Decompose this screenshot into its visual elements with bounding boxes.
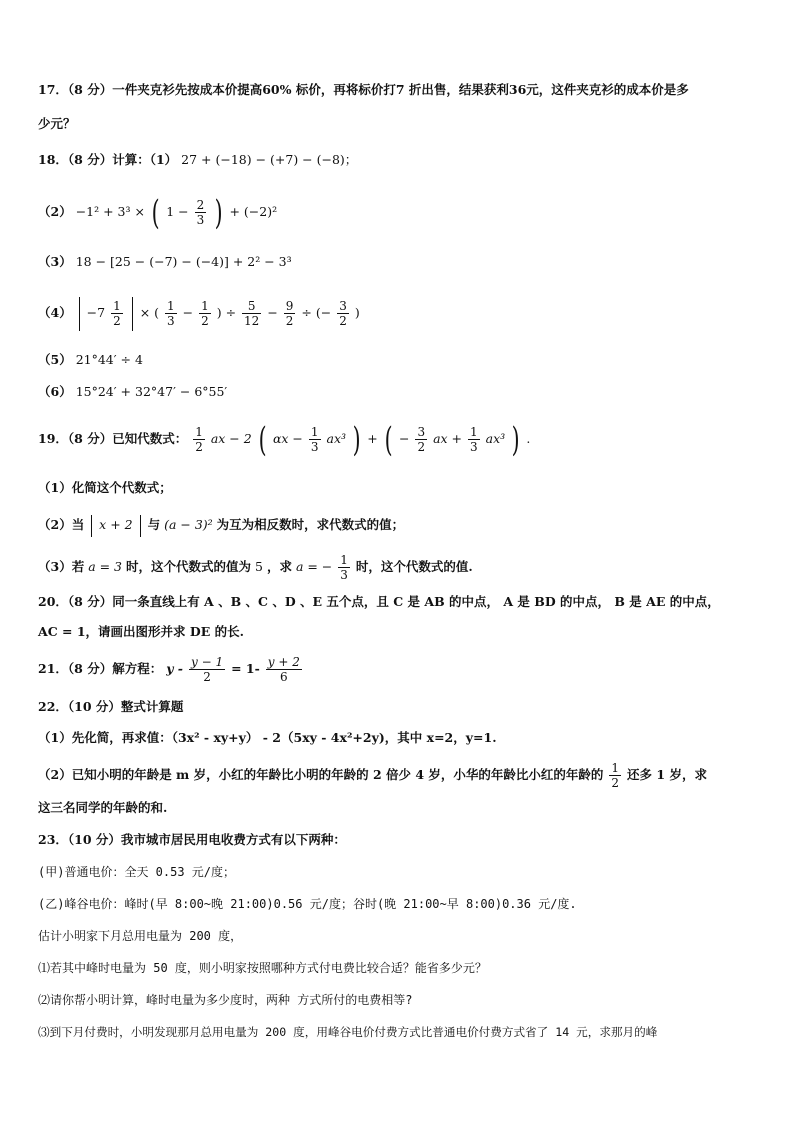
q21-a: y - xyxy=(166,661,183,676)
frac-den: 3 xyxy=(470,440,478,454)
q19-s3 xyxy=(38,548,764,586)
q18-p5 xyxy=(38,350,764,370)
q18-p4-frac1 xyxy=(111,299,123,328)
abs-bar-icon xyxy=(132,297,133,331)
q19-s2d: (a − 3)² xyxy=(164,517,213,532)
frac-den: 2 xyxy=(203,670,211,684)
q19-s3f: a = − xyxy=(295,559,333,574)
q18-head xyxy=(38,150,764,170)
q18-p4-frac4 xyxy=(242,299,261,328)
q18-p2 xyxy=(38,193,764,231)
frac-num: 2 xyxy=(196,198,205,212)
q18-p4-frac5 xyxy=(284,299,296,328)
q18-p6-expr: 15°24′ + 32°47′ − 6°55′ xyxy=(75,384,228,399)
abs-bar-icon xyxy=(140,515,141,537)
frac-den: 3 xyxy=(196,213,205,227)
q18-p3-expr: 18 − [25 − (−7) − (−4)] + 2² − 3³ xyxy=(75,254,292,269)
frac-num: 3 xyxy=(339,299,347,313)
q17-line2: 少元？ xyxy=(38,116,76,131)
q18-p4-frac3 xyxy=(199,299,211,328)
q18-p5-expr: 21°44′ ÷ 4 xyxy=(75,352,143,367)
frac-num: 1 xyxy=(167,299,175,313)
q19-e2b: ax³ xyxy=(326,431,347,446)
q22-s2c: 这三名同学的年龄的和. xyxy=(38,800,168,815)
q19-s3d: 5 xyxy=(255,559,263,574)
q19-s3b: a = 3 xyxy=(88,559,123,574)
frac-num: 1 xyxy=(470,425,478,439)
q18-p5-label: （5） xyxy=(38,352,72,367)
q18-p2-a: −1² + 3³ × xyxy=(75,204,145,219)
frac-den: 2 xyxy=(113,314,121,328)
q21-title: 21．（8 分）解方程： xyxy=(38,661,163,676)
frac-num: 1 xyxy=(195,425,203,439)
q19-end: . xyxy=(526,431,531,446)
abs-bar-icon xyxy=(79,297,80,331)
q20-line1: 20．（8 分）同一条直线上有 A 、B 、C 、D 、E 五个点，且 C 是 AB 的中点， A 是 BD 的中点， B 是 AE 的中点， xyxy=(38,594,720,609)
q19-frac1 xyxy=(193,425,205,454)
q19-s3g: 时，这个代数式的值. xyxy=(355,559,473,574)
q23-head: 23．（10 分）我市城市居民用电收费方式有以下两种： xyxy=(38,832,346,847)
right-paren-icon: ) xyxy=(214,192,223,233)
frac-den: 2 xyxy=(611,776,620,790)
q19-e3c: ax + xyxy=(433,431,463,446)
abs-bar-icon xyxy=(91,515,92,537)
q18-p2-c: + (−2)² xyxy=(229,204,278,219)
q19-s3-frac xyxy=(338,553,350,582)
q18-p4-c: − xyxy=(182,305,194,320)
q21-frac1 xyxy=(189,655,225,684)
q22-s1: （1）先化简，再求值：（3x² - xy+y） - 2（5xy - 4x²+2y)，其中 x=2，y=1. xyxy=(38,730,497,745)
frac-den: 3 xyxy=(340,568,348,582)
frac-den: 3 xyxy=(310,440,319,454)
q18-p2-label: （2） xyxy=(38,204,72,219)
frac-den: 2 xyxy=(339,314,347,328)
q19-s2e: 为互为相反数时，求代数式的值； xyxy=(216,517,405,532)
q22-s2-frac xyxy=(609,761,621,790)
q19-s3a: （3）若 xyxy=(38,559,85,574)
frac-num: y + 2 xyxy=(267,655,300,669)
q19-frac3 xyxy=(415,425,427,454)
q18-p4-a: −7 xyxy=(86,305,106,320)
q18-p3-label: （3） xyxy=(38,254,72,269)
q22-s2 xyxy=(38,756,764,794)
q23-s3: ⑶到下月付费时，小明发现那月总用电量为 200 度，用峰谷电价付费方式比普通电价付费方式省了 14 元，求那月的峰 xyxy=(38,1025,658,1039)
q21-frac2 xyxy=(266,655,302,684)
frac-den: 2 xyxy=(195,440,203,454)
q18-title: 18．（8 分）计算：（1） xyxy=(38,152,178,167)
left-paren-icon: ( xyxy=(151,192,160,233)
q21 xyxy=(38,650,764,688)
q23-s2: ⑵请你帮小明计算，峰时电量为多少度时，两种 方式所付的电费相等? xyxy=(38,993,413,1007)
q19-e3a: + xyxy=(367,431,378,446)
q18-p4-f: ÷ (− xyxy=(301,305,332,320)
q19-head xyxy=(38,420,764,458)
q19-title: 19．（8 分）已知代数式： xyxy=(38,431,188,446)
q19-e3b: − xyxy=(398,431,410,446)
q23-s1: ⑴若其中峰时电量为 50 度，则小明家按照哪种方式付电费比较合适？能省多少元？ xyxy=(38,961,487,975)
q21-b: = 1- xyxy=(231,661,260,676)
q18-p4-d: ) ÷ xyxy=(216,305,237,320)
frac-num: 1 xyxy=(340,553,348,567)
q19-s2a: （2）当 xyxy=(38,517,85,532)
q18-p2-frac xyxy=(195,198,207,227)
q20-line2: AC = 1，请画出图形并求 DE 的长. xyxy=(38,624,244,639)
q22-s2b: 还多 1 岁，求 xyxy=(627,767,707,782)
q23-jia: (甲)普通电价：全天 0.53 元/度； xyxy=(38,865,236,879)
q18-p4 xyxy=(38,294,764,332)
q18-p2-b: 1 − xyxy=(166,204,189,219)
q19-s2b: x + 2 xyxy=(99,517,133,532)
q18-p4-g: ) xyxy=(354,305,360,320)
frac-num: 1 xyxy=(611,761,620,775)
q19-s2c: 与 xyxy=(147,517,161,532)
q22-s2a: （2）已知小明的年龄是 m 岁，小红的年龄比小明的年龄的 2 倍少 4 岁，小华的年龄比小红的年龄的 xyxy=(38,767,604,782)
q23-est: 估计小明家下月总用电量为 200 度， xyxy=(38,929,243,943)
frac-den: 2 xyxy=(201,314,209,328)
q19-s3c: 时，这个代数式的值为 xyxy=(126,559,252,574)
q19-e1a: ax − 2 xyxy=(210,431,252,446)
q19-s2 xyxy=(38,512,764,538)
q19-frac4 xyxy=(468,425,480,454)
q19-frac2 xyxy=(309,425,321,454)
right-paren-icon: ) xyxy=(352,419,361,460)
q18-p6 xyxy=(38,382,764,402)
q19-s3e: ，求 xyxy=(266,559,292,574)
frac-num: y − 1 xyxy=(190,655,224,669)
q19-s1: （1）化简这个代数式； xyxy=(38,480,172,495)
left-paren-icon: ( xyxy=(258,419,267,460)
frac-num: 9 xyxy=(285,299,294,313)
frac-den: 2 xyxy=(285,314,294,328)
q18-p4-b: × ( xyxy=(139,305,160,320)
frac-num: 5 xyxy=(242,299,261,314)
frac-den: 6 xyxy=(280,670,288,684)
q18-p4-frac6 xyxy=(337,299,349,328)
q18-p3 xyxy=(38,252,764,272)
q18-p4-e: − xyxy=(267,305,278,320)
q19-e4a: ax³ xyxy=(485,431,506,446)
frac-num: 1 xyxy=(201,299,209,313)
frac-den: 2 xyxy=(417,440,426,454)
q18-p1-expr: 27 + (−18) − (+7) − (−8)； xyxy=(181,152,358,167)
frac-den: 3 xyxy=(167,314,175,328)
q22-head: 22．（10 分）整式计算题 xyxy=(38,699,184,714)
right-paren-icon: ) xyxy=(511,419,520,460)
q19-e2a: αx − xyxy=(272,431,303,446)
frac-den: 12 xyxy=(244,314,260,328)
frac-num: 1 xyxy=(310,425,319,439)
q18-p4-label: （4） xyxy=(38,305,72,320)
left-paren-icon: ( xyxy=(384,419,393,460)
q17-line1: 17．（8 分）一件夹克衫先按成本价提高60% 标价，再将标价打7 折出售，结果获利36元，这件夹克衫的成本价是多 xyxy=(38,82,689,97)
q18-p4-frac2 xyxy=(165,299,177,328)
frac-num: 3 xyxy=(417,425,426,439)
q23-yi: (乙)峰谷电价：峰时(早 8:00~晚 21:00)0.56 元/度；谷时(晚 21:00~早 8:00)0.36 元/度. xyxy=(38,897,577,911)
frac-num: 1 xyxy=(113,299,121,313)
q18-p6-label: （6） xyxy=(38,384,72,399)
